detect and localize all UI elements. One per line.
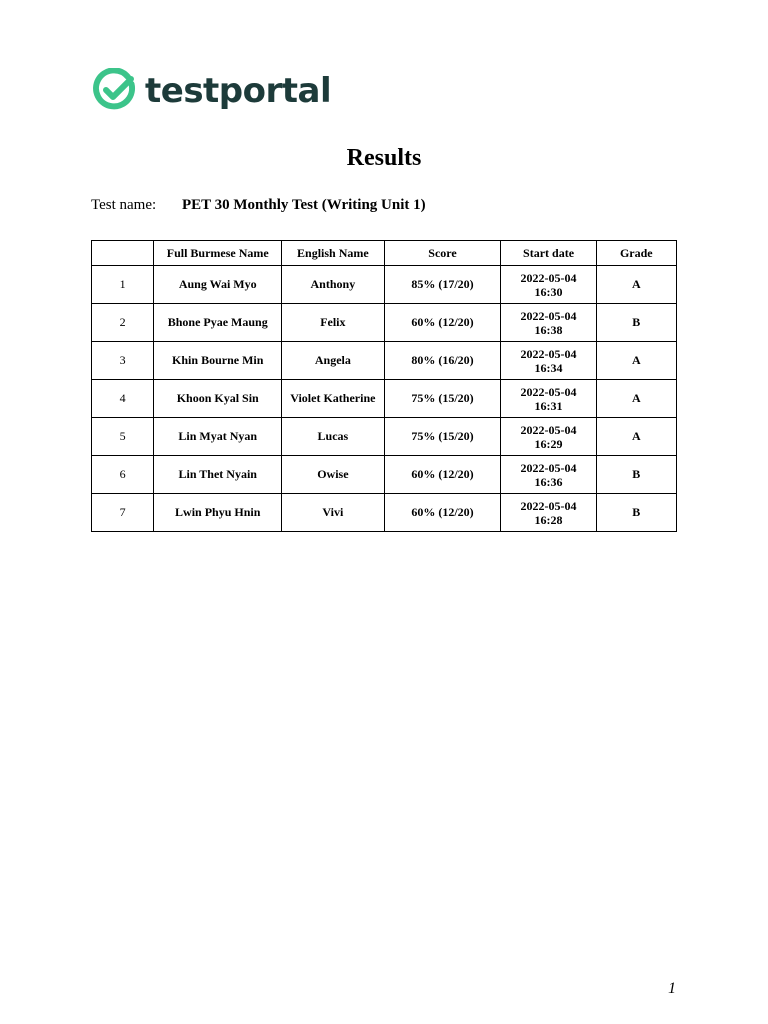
- grade-cell: A: [596, 266, 676, 304]
- start-time: 16:29: [534, 436, 563, 451]
- start-date-cell: [501, 456, 596, 494]
- start-date-cell: [501, 380, 596, 418]
- row-index: 4: [92, 380, 154, 418]
- test-name-label: Test name:: [91, 197, 157, 213]
- header-start-date: Start date: [501, 241, 596, 266]
- english-name-cell: Angela: [282, 342, 384, 380]
- english-name-cell: Felix: [282, 304, 384, 342]
- english-name-cell: Lucas: [282, 418, 384, 456]
- english-name-cell: Vivi: [282, 494, 384, 532]
- start-time: 16:28: [534, 512, 563, 527]
- start-date-cell: [501, 418, 596, 456]
- english-name-cell: Violet Katherine: [282, 380, 384, 418]
- start-time: 16:34: [534, 360, 563, 375]
- score-cell: 75% (15/20): [384, 418, 501, 456]
- page-number: 1: [668, 980, 676, 997]
- score-cell: 60% (12/20): [384, 494, 501, 532]
- english-name-cell: Owise: [282, 456, 384, 494]
- grade-cell: B: [596, 456, 676, 494]
- score-cell: 60% (12/20): [384, 456, 501, 494]
- table-row: [92, 456, 677, 494]
- start-time: 16:38: [534, 322, 563, 337]
- header-burmese-name: Full Burmese Name: [154, 241, 282, 266]
- burmese-name-cell: Aung Wai Myo: [154, 266, 282, 304]
- grade-cell: B: [596, 494, 676, 532]
- start-date: 2022-05-04: [520, 384, 577, 399]
- start-time: 16:31: [534, 398, 563, 413]
- header-score: Score: [384, 241, 501, 266]
- table-row: [92, 380, 677, 418]
- score-cell: 80% (16/20): [384, 342, 501, 380]
- row-index: 2: [92, 304, 154, 342]
- table-row: [92, 266, 677, 304]
- header-index: [92, 241, 154, 266]
- start-date: 2022-05-04: [520, 270, 577, 285]
- table-row: [92, 304, 677, 342]
- start-date-cell: [501, 266, 596, 304]
- test-name-value: PET 30 Monthly Test (Writing Unit 1): [182, 197, 426, 213]
- page-title: Results: [346, 145, 422, 171]
- grade-cell: A: [596, 380, 676, 418]
- score-cell: 85% (17/20): [384, 266, 501, 304]
- checkmark-circle-icon: [91, 68, 137, 114]
- table-header-row: [92, 241, 677, 266]
- score-cell: 75% (15/20): [384, 380, 501, 418]
- burmese-name-cell: Bhone Pyae Maung: [154, 304, 282, 342]
- burmese-name-cell: Lin Thet Nyain: [154, 456, 282, 494]
- burmese-name-cell: Khin Bourne Min: [154, 342, 282, 380]
- start-date: 2022-05-04: [520, 422, 577, 437]
- grade-cell: A: [596, 342, 676, 380]
- row-index: 5: [92, 418, 154, 456]
- start-date: 2022-05-04: [520, 308, 577, 323]
- table-row: [92, 342, 677, 380]
- score-cell: 60% (12/20): [384, 304, 501, 342]
- grade-cell: B: [596, 304, 676, 342]
- table-row: [92, 418, 677, 456]
- start-time: 16:36: [534, 474, 563, 489]
- start-date: 2022-05-04: [520, 346, 577, 361]
- start-time: 16:30: [534, 284, 563, 299]
- burmese-name-cell: Khoon Kyal Sin: [154, 380, 282, 418]
- results-table: [91, 240, 677, 532]
- start-date-cell: [501, 304, 596, 342]
- burmese-name-cell: Lwin Phyu Hnin: [154, 494, 282, 532]
- grade-cell: A: [596, 418, 676, 456]
- row-index: 6: [92, 456, 154, 494]
- testportal-logo: [91, 68, 331, 114]
- brand-name: testportal: [145, 71, 332, 111]
- english-name-cell: Anthony: [282, 266, 384, 304]
- start-date: 2022-05-04: [520, 498, 577, 513]
- header-grade: Grade: [596, 241, 676, 266]
- burmese-name-cell: Lin Myat Nyan: [154, 418, 282, 456]
- test-name-row: [91, 197, 426, 214]
- start-date: 2022-05-04: [520, 460, 577, 475]
- row-index: 7: [92, 494, 154, 532]
- table-row: [92, 494, 677, 532]
- row-index: 1: [92, 266, 154, 304]
- start-date-cell: [501, 494, 596, 532]
- header-english-name: English Name: [282, 241, 384, 266]
- start-date-cell: [501, 342, 596, 380]
- row-index: 3: [92, 342, 154, 380]
